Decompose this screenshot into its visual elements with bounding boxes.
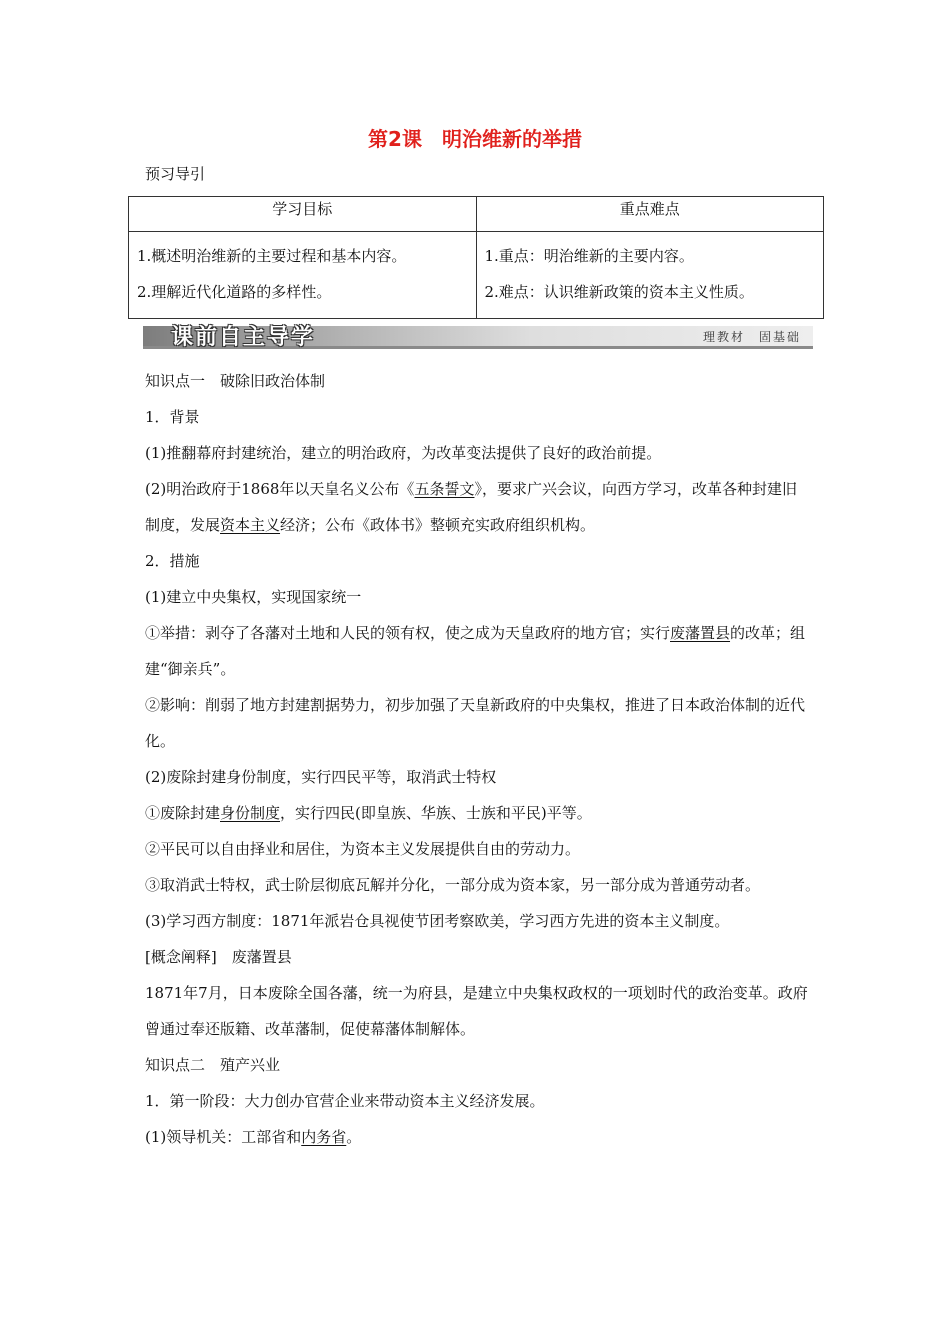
paragraph: (3)学习西方制度：1871年派岩仓具视使节团考察欧美，学习西方先进的资本主义制度。 xyxy=(145,912,730,930)
paragraph: (2)废除封建身份制度，实行四民平等，取消武士特权 xyxy=(145,768,497,786)
text-run: ，实行四民(即皇族、华族、士族和平民)平等。 xyxy=(280,804,592,822)
goals-keypoints-cell xyxy=(476,232,824,319)
keypoint-item: 1.重点：明治维新的主要内容。 xyxy=(484,247,694,265)
content-body xyxy=(145,363,810,1155)
goals-table xyxy=(128,196,824,319)
concept-text: 1871年7月，日本废除全国各藩，统一为府县，是建立中央集权政权的一项划时代的政治变革。政府曾通过奉还版籍、改革藩制，促使幕藩体制解体。 xyxy=(145,984,808,1038)
underlined-term: 资本主义 xyxy=(220,516,281,534)
keypoint-item: 2.难点：认识维新政策的资本主义性质。 xyxy=(484,283,754,301)
goals-table-row xyxy=(129,232,824,319)
text-run: (1)领导机关：工部省和 xyxy=(145,1128,302,1146)
underlined-term: 内务省 xyxy=(301,1128,347,1146)
paragraph: ②影响：削弱了地方封建割据势力，初步加强了天皇新政府的中央集权，推进了日本政治体制的近代化。 xyxy=(145,696,806,750)
page-title: 第2课 明治维新的举措 xyxy=(368,127,582,151)
paragraph xyxy=(145,471,810,543)
banner-subtitle: 理教材 固基础 xyxy=(702,330,801,344)
text-run: 经济；公布《政体书》整顿充实政府组织机构。 xyxy=(280,516,596,534)
underlined-term: 身份制度 xyxy=(220,804,281,822)
text-run: 》，要求广兴会议，向西方学习，改革各种封建旧制度，发展 xyxy=(145,480,797,534)
goals-table-header-row xyxy=(129,197,824,232)
text-run: 。 xyxy=(346,1128,362,1146)
goals-header-objectives: 学习目标 xyxy=(129,197,477,232)
banner-title: 课前自主导学 xyxy=(171,325,316,350)
subsection-title: 1．背景 xyxy=(145,408,200,426)
objective-item: 2.理解近代化道路的多样性。 xyxy=(137,283,332,301)
paragraph: (1)建立中央集权，实现国家统一 xyxy=(145,588,362,606)
objective-item: 1.概述明治维新的主要过程和基本内容。 xyxy=(137,247,407,265)
section-heading: 知识点一 破除旧政治体制 xyxy=(145,372,326,390)
paragraph: ③取消武士特权，武士阶层彻底瓦解并分化，一部分成为资本家，另一部分成为普通劳动者。 xyxy=(145,876,761,894)
paragraph: ②平民可以自由择业和居住，为资本主义发展提供自由的劳动力。 xyxy=(145,840,581,858)
goals-objectives-cell xyxy=(129,232,477,319)
preview-label: 预习导引 xyxy=(145,165,206,183)
text-run: ①废除封建 xyxy=(145,804,221,822)
paragraph: 1．第一阶段：大力创办官营企业来带动资本主义经济发展。 xyxy=(145,1092,545,1110)
underlined-term: 五条誓文 xyxy=(414,480,475,498)
text-run: 的改革；组建“御亲兵”。 xyxy=(145,624,806,678)
goals-header-keypoints: 重点难点 xyxy=(476,197,824,232)
paragraph xyxy=(145,1119,810,1155)
paragraph xyxy=(145,795,810,831)
subsection-title: 2．措施 xyxy=(145,552,200,570)
concept-heading: [概念阐释] 废藩置县 xyxy=(145,948,292,966)
text-run: (2)明治政府于1868年以天皇名义公布《 xyxy=(145,480,415,498)
text-run: ①举措：剥夺了各藩对土地和人民的领有权，使之成为天皇政府的地方官；实行 xyxy=(145,624,671,642)
paragraph xyxy=(145,615,810,687)
paragraph: (1)推翻幕府封建统治，建立的明治政府，为改革变法提供了良好的政治前提。 xyxy=(145,444,662,462)
underlined-term: 废藩置县 xyxy=(670,624,731,642)
section-heading: 知识点二 殖产兴业 xyxy=(145,1056,281,1074)
section-banner xyxy=(143,320,813,350)
